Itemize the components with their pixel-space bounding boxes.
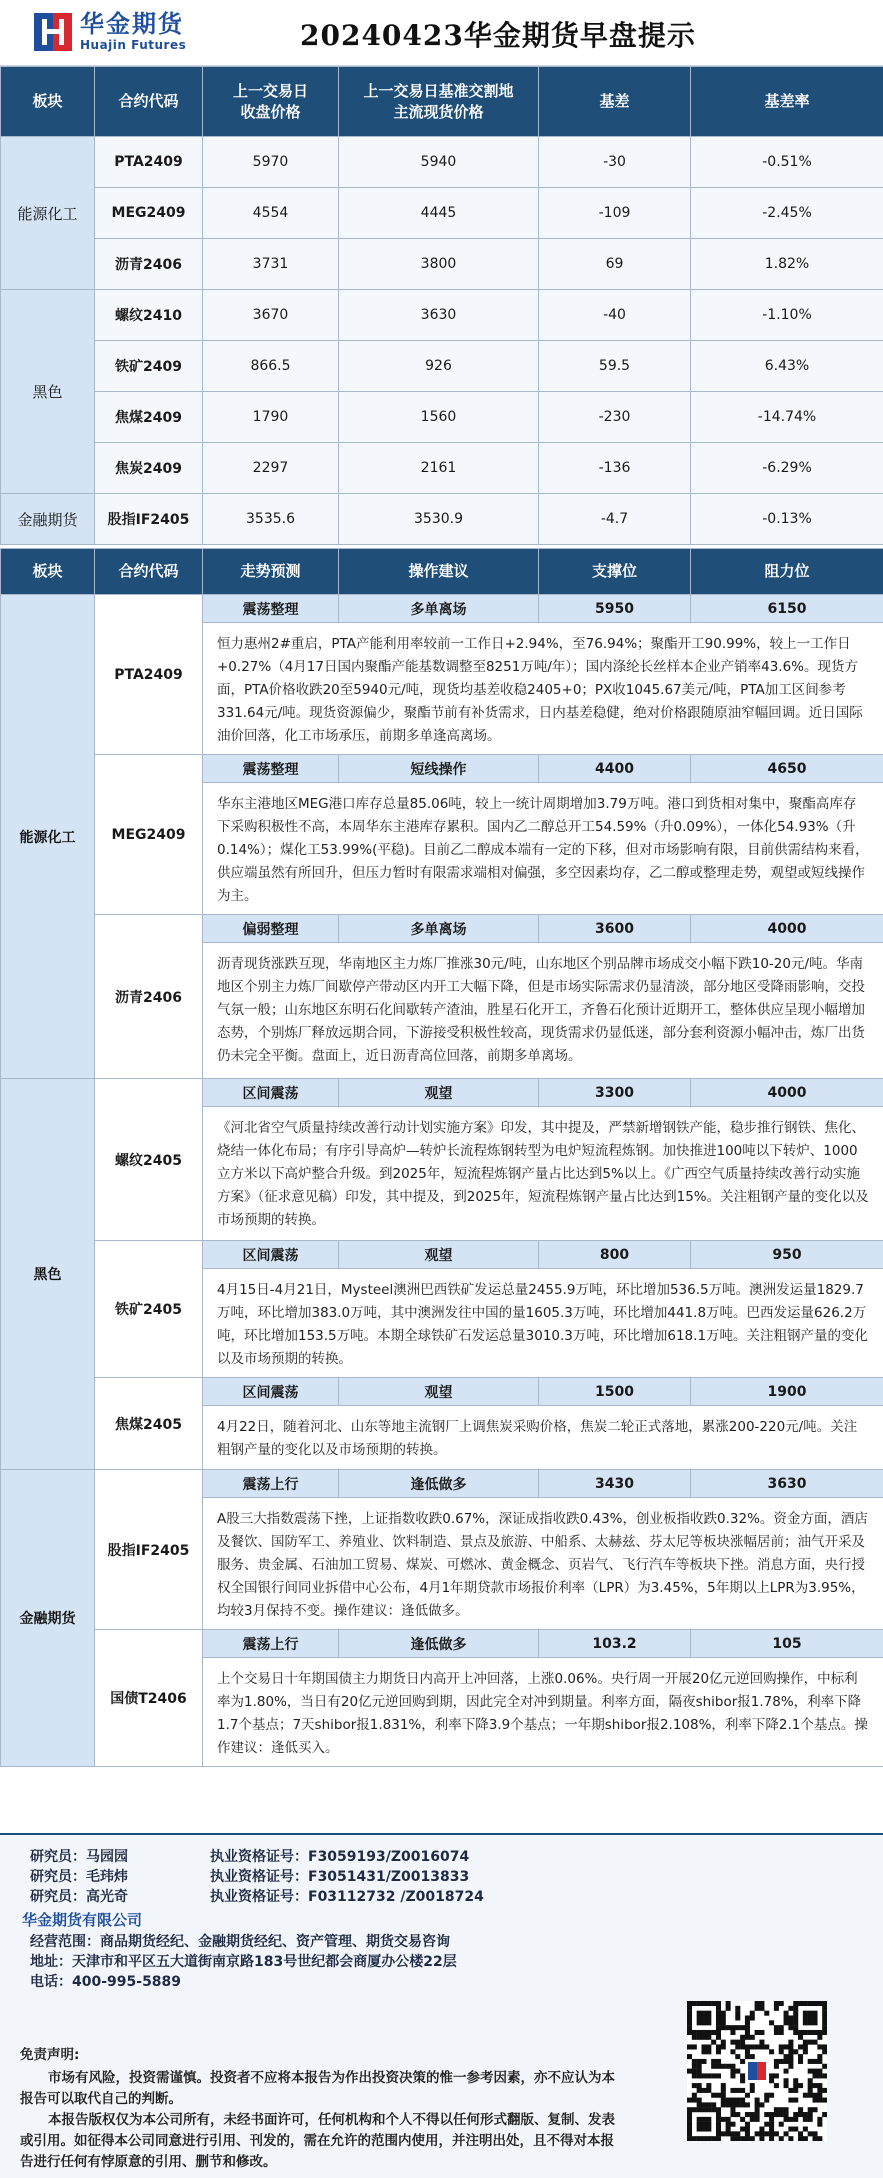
header-sector: 板块	[1, 549, 95, 595]
resistance-level: 105	[691, 1630, 883, 1658]
contract-code: 焦煤2405	[95, 1378, 203, 1470]
company-address: 地址：天津市和平区五大道街南京路183号世纪都会商厦办公楼22层	[30, 1954, 457, 1970]
logo-cn-text: 华金期货	[80, 10, 184, 38]
contract-code: 沥青2406	[95, 915, 203, 1079]
disclaimer-paragraph: 本报告版权仅为本公司所有，未经书面许可，任何机构和个人不得以任何形式翻版、复制、发表或引用。如征得本公司同意进行引用、刊发的，需在允许的范围内使用，并注明出处，且不得对本报告进行任何有悖原意的引用、删节和修改。	[20, 2112, 615, 2170]
support-level: 800	[539, 1241, 691, 1269]
forecast-row	[1, 1470, 883, 1498]
header-advice: 操作建议	[339, 549, 539, 595]
analyst-name: 研究员：毛玮炜	[30, 1869, 128, 1885]
basis-rate: -1.10%	[691, 290, 883, 341]
advice: 逢低做多	[339, 1630, 539, 1658]
close-price: 3731	[203, 239, 339, 290]
forecast-row	[1, 1378, 883, 1406]
header-basis: 基差	[539, 67, 691, 137]
advice: 多单离场	[339, 595, 539, 623]
basis-row	[1, 239, 883, 290]
support-level: 3300	[539, 1079, 691, 1107]
support-level: 1500	[539, 1378, 691, 1406]
disclaimer	[20, 2045, 620, 2173]
analysis-text: 华东主港地区MEG港口库存总量85.06吨，较上一统计周期增加3.79万吨。港口到货相对集中，聚酯高库存下采购积极性不高，本周华东主港库存累积。国内乙二醇总开工54.59%（升0.09%），一体化54.93%（升0.14%）；煤化工53.99%(平稳)。目前乙二醇成本端有一定的下移，但对市场影响有限，目前供需结构来看，供应端虽然有所回升，但压力暂时有限需求端相对偏强，多空因素均存，乙二醇或整理走势，观望或短线操作为主。	[203, 783, 883, 915]
spot-price: 1560	[339, 392, 539, 443]
header-code: 合约代码	[95, 549, 203, 595]
basis-rate: -6.29%	[691, 443, 883, 494]
basis-rate: -2.45%	[691, 188, 883, 239]
qr-code-graphic	[687, 2001, 827, 2141]
company-phone: 电话：400-995-5889	[30, 1974, 182, 1990]
basis-value: 69	[539, 239, 691, 290]
analyst-list	[30, 1847, 630, 1907]
support-level: 4400	[539, 755, 691, 783]
spot-price: 3530.9	[339, 494, 539, 545]
trend-forecast: 震荡整理	[203, 595, 339, 623]
basis-row	[1, 443, 883, 494]
basis-row	[1, 188, 883, 239]
contract-code: 焦煤2409	[95, 392, 203, 443]
trend-forecast: 震荡上行	[203, 1470, 339, 1498]
analysis-text: 《河北省空气质量持续改善行动计划实施方案》印发，其中提及，严禁新增钢铁产能，稳步推行钢铁、焦化、烧结一体化布局；有序引导高炉—转炉长流程炼钢转型为电炉短流程炼钢。加快推进100吨以下转炉、1000立方米以下高炉整合升级。到2025年，短流程炼钢产量占比达到5%以上。《广西空气质量持续改善行动实施方案》（征求意见稿）印发，其中提及，到2025年，短流程炼钢产量占比达到15%。关注粗钢产量的变化以及市场预期的转换。	[203, 1107, 883, 1241]
spot-price: 5940	[339, 137, 539, 188]
trend-forecast: 区间震荡	[203, 1241, 339, 1269]
resistance-level: 4000	[691, 1079, 883, 1107]
analysis-text: 恒力惠州2#重启，PTA产能利用率较前一工作日+2.94%，至76.94%；聚酯开工90.99%，较上一工作日+0.27%（4月17日国内聚酯产能基数调整至8251万吨/年）；国内涤纶长丝样本企业产销率43.6%。现货方面，PTA价格收跌20至5940元/吨，现货均基差收稳2405+0；PX收1045.67美元/吨，PTA加工区间参考331.64元/吨。现货资源偏少，聚酯节前有补货需求，日内基差稳健，绝对价格跟随原油窄幅回调。近日国际油价回落，化工市场承压，前期多单逢高离场。	[203, 623, 883, 755]
close-price: 1790	[203, 392, 339, 443]
analysis-text: 4月22日，随着河北、山东等地主流钢厂上调焦炭采购价格，焦炭二轮正式落地，累涨200-220元/吨。关注粗钢产量的变化以及市场预期的转换。	[203, 1406, 883, 1470]
advice: 观望	[339, 1378, 539, 1406]
analysis-text: 沥青现货涨跌互现，华南地区主力炼厂推涨30元/吨，山东地区个别品牌市场成交小幅下跌10-20元/吨。华南地区个别主力炼厂间歇停产带动区内开工大幅下降，但是市场实际需求仍显清淡，部分地区受降雨影响，交投气氛一般；山东地区东明石化间歇转产渣油，胜星石化开工，齐鲁石化预计近期开工，整体供应呈现小幅增加态势，个别炼厂释放远期合同，下游接受积极性较高，现货需求仍显低迷，部分套利资源小幅冲击，炼厂出货仍未完全平衡。盘面上，近日沥青高位回落，前期多单离场。	[203, 943, 883, 1079]
company-name: 华金期货有限公司	[22, 1911, 143, 1929]
sector-cell: 黑色	[1, 1079, 95, 1470]
analyst-row	[30, 1887, 630, 1907]
header-support: 支撑位	[539, 549, 691, 595]
sector-cell: 能源化工	[1, 137, 95, 290]
header-spot: 上一交易日基准交割地 主流现货价格	[339, 67, 539, 137]
basis-row	[1, 494, 883, 545]
analyst-cert: 执业资格证号：F3051431/Z0013833	[210, 1869, 470, 1885]
resistance-level: 4000	[691, 915, 883, 943]
analysis-text: A股三大指数震荡下挫，上证指数收跌0.67%，深证成指收跌0.43%，创业板指收跌0.32%。资金方面，酒店及餐饮、国防军工、养殖业、饮料制造、景点及旅游、中船系、太赫兹、芬太尼等板块涨幅居前；油气开采及服务、贵金属、石油加工贸易、煤炭、可燃冰、黄金概念、页岩气、飞行汽车等板块下挫。消息方面，央行授权全国银行间同业拆借中心公布，4月1年期贷款市场报价利率（LPR）为3.45%，5年期以上LPR为3.95%，均较3月保持不变。操作建议：逢低做多。	[203, 1498, 883, 1630]
header-resistance: 阻力位	[691, 549, 883, 595]
basis-rate: -0.51%	[691, 137, 883, 188]
contract-code: 股指IF2405	[95, 1470, 203, 1630]
contract-code: MEG2409	[95, 755, 203, 915]
page-title: 20240423华金期货早盘提示	[300, 19, 696, 52]
forecast-row	[1, 1630, 883, 1658]
basis-value: -30	[539, 137, 691, 188]
business-scope: 经营范围：商品期货经纪、金融期货经纪、资产管理、期货交易咨询	[30, 1934, 450, 1950]
contract-code: 铁矿2409	[95, 341, 203, 392]
close-price: 3670	[203, 290, 339, 341]
basis-value: -230	[539, 392, 691, 443]
contract-code: 国债T2406	[95, 1630, 203, 1767]
analyst-row	[30, 1867, 630, 1887]
forecast-table	[0, 548, 883, 1767]
basis-value: 59.5	[539, 341, 691, 392]
support-level: 5950	[539, 595, 691, 623]
contract-code: 焦炭2409	[95, 443, 203, 494]
support-level: 3600	[539, 915, 691, 943]
company-logo	[34, 12, 186, 51]
basis-value: -136	[539, 443, 691, 494]
basis-value: -4.7	[539, 494, 691, 545]
report-footer	[0, 1833, 883, 2178]
header-close: 上一交易日 收盘价格	[203, 67, 339, 137]
basis-row	[1, 341, 883, 392]
report-header	[0, 0, 883, 66]
close-price: 4554	[203, 188, 339, 239]
contract-code: 螺纹2410	[95, 290, 203, 341]
spot-price: 2161	[339, 443, 539, 494]
analyst-name: 研究员：高光奇	[30, 1889, 128, 1905]
analyst-cert: 执业资格证号：F3059193/Z0016074	[210, 1849, 470, 1865]
trend-forecast: 震荡整理	[203, 755, 339, 783]
resistance-level: 1900	[691, 1378, 883, 1406]
forecast-header-row	[1, 549, 883, 595]
resistance-level: 4650	[691, 755, 883, 783]
header-code: 合约代码	[95, 67, 203, 137]
advice: 逢低做多	[339, 1470, 539, 1498]
analysis-text: 上个交易日十年期国债主力期货日内高开上冲回落，上涨0.06%。央行周一开展20亿元逆回购操作，中标利率为1.80%，当日有20亿元逆回购到期，因此完全对冲到期量。利率方面，隔夜shibor报1.78%，利率下降1.7个基点；7天shibor报1.831%，利率下降3.9个基点；一年期shibor报2.108%，利率下降2.1个基点。操作建议：逢低买入。	[203, 1658, 883, 1767]
close-price: 5970	[203, 137, 339, 188]
analyst-cert: 执业资格证号：F03112732 /Z0018724	[210, 1889, 484, 1905]
sector-cell: 金融期货	[1, 494, 95, 545]
trend-forecast: 震荡上行	[203, 1630, 339, 1658]
forecast-row	[1, 755, 883, 783]
analysis-text: 4月15日-4月21日，Mysteel澳洲巴西铁矿发运总量2455.9万吨，环比增加536.5万吨。澳洲发运量1829.7万吨，环比增加383.0万吨，其中澳洲发往中国的量1605.3万吨，环比增加441.8万吨。巴西发运量626.2万吨，环比增加153.5万吨。本期全球铁矿石发运总量3010.3万吨，环比增加618.1万吨。关注粗钢产量的变化以及市场预期的转换。	[203, 1269, 883, 1378]
header-sector: 板块	[1, 67, 95, 137]
forecast-row	[1, 915, 883, 943]
contract-code: 股指IF2405	[95, 494, 203, 545]
trend-forecast: 区间震荡	[203, 1378, 339, 1406]
forecast-row	[1, 595, 883, 623]
contract-code: 铁矿2405	[95, 1241, 203, 1378]
contract-code: 螺纹2405	[95, 1079, 203, 1241]
disclaimer-paragraph: 市场有风险，投资需谨慎。投资者不应将本报告为作出投资决策的惟一参考因素，亦不应认为本报告可以取代自己的判断。	[20, 2070, 615, 2107]
contract-code: MEG2409	[95, 188, 203, 239]
sector-cell: 金融期货	[1, 1470, 95, 1767]
basis-rate: -0.13%	[691, 494, 883, 545]
basis-row	[1, 137, 883, 188]
analyst-name: 研究员：马园园	[30, 1849, 128, 1865]
contract-code: PTA2409	[95, 595, 203, 755]
advice: 观望	[339, 1241, 539, 1269]
company-info	[30, 1932, 457, 1992]
forecast-row	[1, 1079, 883, 1107]
basis-table	[0, 66, 883, 545]
spot-price: 926	[339, 341, 539, 392]
resistance-level: 6150	[691, 595, 883, 623]
resistance-level: 3630	[691, 1470, 883, 1498]
disclaimer-title: 免责声明:	[20, 2047, 80, 2063]
spot-price: 4445	[339, 188, 539, 239]
logo-en-text: Huajin Futures	[80, 38, 187, 52]
basis-row	[1, 290, 883, 341]
resistance-level: 950	[691, 1241, 883, 1269]
qr-code-icon	[687, 2001, 827, 2141]
contract-code: 沥青2406	[95, 239, 203, 290]
spot-price: 3630	[339, 290, 539, 341]
basis-header-row	[1, 67, 883, 137]
sector-cell: 黑色	[1, 290, 95, 494]
close-price: 3535.6	[203, 494, 339, 545]
huajin-logo-icon	[34, 13, 72, 51]
support-level: 3430	[539, 1470, 691, 1498]
contract-code: PTA2409	[95, 137, 203, 188]
trend-forecast: 偏弱整理	[203, 915, 339, 943]
advice: 短线操作	[339, 755, 539, 783]
sector-cell: 能源化工	[1, 595, 95, 1079]
advice: 观望	[339, 1079, 539, 1107]
basis-row	[1, 392, 883, 443]
forecast-row	[1, 1241, 883, 1269]
header-trend: 走势预测	[203, 549, 339, 595]
basis-rate: 1.82%	[691, 239, 883, 290]
spot-price: 3800	[339, 239, 539, 290]
basis-value: -40	[539, 290, 691, 341]
header-basis-rate: 基差率	[691, 67, 883, 137]
basis-rate: 6.43%	[691, 341, 883, 392]
advice: 多单离场	[339, 915, 539, 943]
support-level: 103.2	[539, 1630, 691, 1658]
basis-value: -109	[539, 188, 691, 239]
close-price: 2297	[203, 443, 339, 494]
trend-forecast: 区间震荡	[203, 1079, 339, 1107]
close-price: 866.5	[203, 341, 339, 392]
analyst-row	[30, 1847, 630, 1867]
basis-rate: -14.74%	[691, 392, 883, 443]
